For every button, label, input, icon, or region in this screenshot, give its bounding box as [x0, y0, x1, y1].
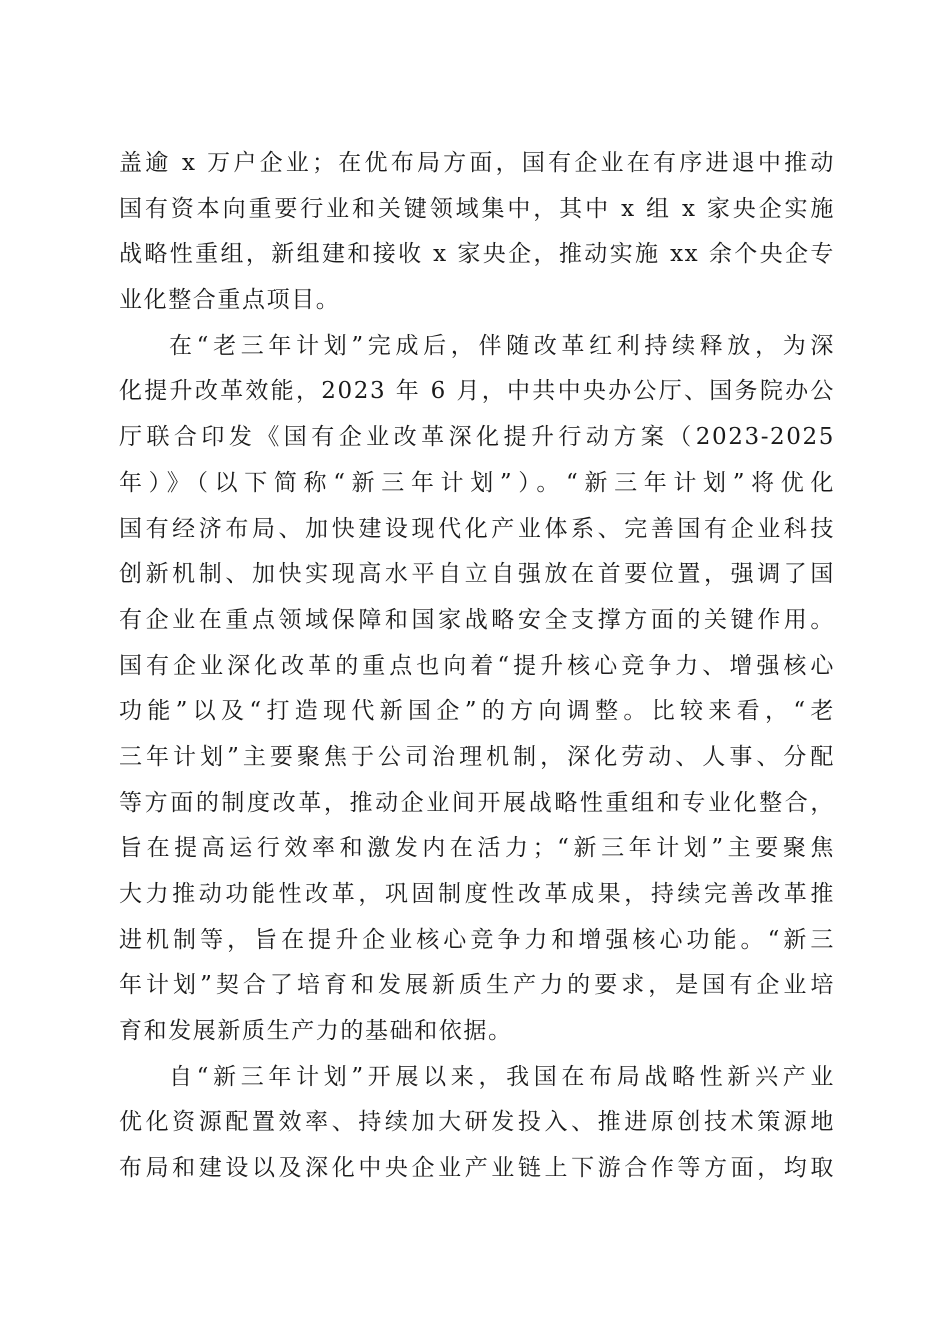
text-line: 三年计划”主要聚焦于公司治理机制，深化劳动、人事、分配	[119, 743, 835, 770]
document-body	[119, 141, 835, 1192]
text-line: 自“新三年计划”开展以来，我国在布局战略性新兴产业	[169, 1063, 835, 1090]
text-line: 进机制等，旨在提升企业核心竞争力和增强核心功能。“新三	[119, 926, 835, 953]
text-line: 优化资源配置效率、持续加大研发投入、推进原创技术策源地	[119, 1109, 835, 1136]
text-line: 年）》（以下简称“新三年计划”）。“新三年计划”将优化	[119, 469, 835, 496]
text-line: 在“老三年计划”完成后，伴随改革红利持续释放，为深	[169, 332, 835, 359]
text-line: 厅联合印发《国有企业改革深化提升行动方案（2023-2025	[119, 424, 835, 451]
text-line: 国有经济布局、加快建设现代化产业体系、完善国有企业科技	[119, 515, 835, 542]
text-line: 大力推动功能性改革，巩固制度性改革成果，持续完善改革推	[119, 881, 835, 907]
text-line: 业化整合重点项目。	[119, 287, 341, 314]
text-line: 旨在提高运行效率和激发内在活力；“新三年计划”主要聚焦	[119, 835, 835, 862]
text-line: 国有企业深化改革的重点也向着“提升核心竞争力、增强核心	[119, 652, 835, 679]
text-line: 功能”以及“打造现代新国企”的方向调整。比较来看，“老	[119, 698, 835, 725]
text-line: 育和发展新质生产力的基础和依据。	[119, 1018, 513, 1045]
text-line: 盖逾 x 万户企业；在优布局方面，国有企业在有序进退中推动	[119, 150, 835, 176]
text-line: 国有资本向重要行业和关键领域集中，其中 x 组 x 家央企实施	[119, 195, 835, 222]
paragraph-1	[119, 141, 835, 324]
text-line: 等方面的制度改革，推动企业间开展战略性重组和专业化整合，	[119, 789, 835, 816]
text-line: 有企业在重点领域保障和国家战略安全支撑方面的关键作用。	[119, 606, 835, 633]
text-line: 年计划”契合了培育和发展新质生产力的要求，是国有企业培	[119, 972, 835, 999]
text-line: 布局和建设以及深化中央企业产业链上下游合作等方面，均取	[119, 1155, 835, 1182]
text-line: 战略性重组，新组建和接收 x 家央企，推动实施 xx 余个央企专	[119, 241, 835, 268]
text-line: 创新机制、加快实现高水平自立自强放在首要位置，强调了国	[119, 561, 835, 588]
paragraph-3	[119, 1055, 835, 1192]
text-line: 化提升改革效能，2023 年 6 月，中共中央办公厅、国务院办公	[119, 378, 835, 405]
paragraph-2	[119, 324, 835, 1055]
